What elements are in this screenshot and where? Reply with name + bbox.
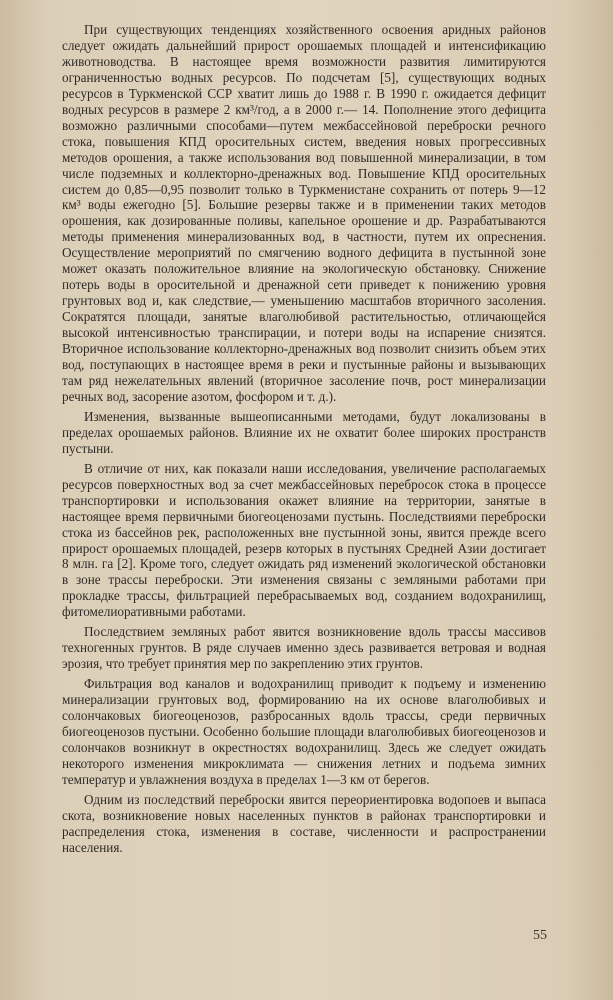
paragraph: В отличие от них, как показали наши исследования, увеличение располагаемых ресурсов поверхностных вод за счет межбассейновых перебросок стока в процессе транспортировки и использования окажет влияние на территории, занятые в настоящее время первичными биогеоценозами пустынь. Последствиями переброски стока из бассейнов рек, расположенных вне пустынной зоны, явится прежде всего прирост орошаемых площадей, резерв которых в пустынях Средней Азии достигает 8 млн. га [2]. Кроме того, следует ожидать ряд изменений экологической обстановки в зоне трассы переброски. Эти изменения связаны с земляными работами при прокладке трассы, фильтрацией перебрасываемых вод, созданием водохранилищ, фитомелиоративными работами. xyxy=(62,460,546,620)
page-number: 55 xyxy=(533,928,547,943)
paragraph: При существующих тенденциях хозяйственного освоения аридных районов следует ожидать дальнейший прирост орошаемых площадей и интенсификацию животноводства. В настоящее время возможности развития лимитируются ограниченностью водных ресурсов. По подсчетам [5], существующих водных ресурсов в Туркменской ССР хватит лишь до 1988 г. В 1990 г. ожидается дефицит водных ресурсов в размере 2 км³/год, а в 2000 г.— 14. Пополнение этого дефицита возможно различными способами—путем межбассейновой переброски речного стока, повышения КПД оросительных систем, введения новых прогрессивных методов орошения, а также использования вод повышенной минерализации, в том числе подземных и коллекторно-дренажных вод. Повышение КПД оросительных систем до 0,85—0,95 позволит только в Туркменистане сохранить от потерь 9—12 км³ воды ежегодно [5]. Большие резервы также и в применении таких методов орошения, как дозированные поливы, капельное орошение и др. Разрабатываются методы применения минерализованных вод, в частности, путем их опреснения. Осуществление мероприятий по смягчению водного дефицита в пустынной зоне может оказать положительное влияние на экологическую обстановку. Снижение потерь воды в оросительной и дренажной сети приведет к понижению уровня грунтовых вод и, как следствие,— уменьшению масштабов вторичного засоления. Сократятся площади, занятые влаголюбивой растительностью, отличающейся высокой интенсивностью транспирации, и потери воды на испарение снизятся. Вторичное использование коллекторно-дренажных вод позволит снизить объем этих вод, поступающих в настоящее время в реки и пустынные районы и вызывающих там ряд нежелательных явлений (вторичное засоление почв, рост минерализации речных вод, засорение азотом, фосфором и т. д.). xyxy=(62,22,546,404)
paragraph: Изменения, вызванные вышеописанными методами, будут локализованы в пределах орошаемых районов. Влияние их не охватит более широких пространств пустыни. xyxy=(62,408,546,456)
paragraph: Одним из последствий переброски явится переориентировка водопоев и выпаса скота, возникновение новых населенных пунктов в районах транспортировки и распределения стока, изменения в составе, численности и распространении населения. xyxy=(62,791,546,855)
paragraph: Последствием земляных работ явится возникновение вдоль трассы массивов техногенных грунтов. В ряде случаев именно здесь развивается ветровая и водная эрозия, что требует принятия мер по закреплению этих грунтов. xyxy=(62,624,546,672)
body-text xyxy=(62,22,546,860)
paragraph: Фильтрация вод каналов и водохранилищ приводит к подъему и изменению минерализации грунтовых вод, формированию на их основе влаголюбивых и солончаковых биогеоценозов, разбросанных вдоль трассы, среди первичных биогеоценозов пустыни. Особенно большие площади влаголюбивых биогеоценозов и солончаков возникнут в окрестностях водохранилищ. Здесь же следует ожидать некоторого изменения микроклимата — снижения летних и подъема зимних температур и увлажнения воздуха в пределах 1—3 км от берегов. xyxy=(62,676,546,787)
